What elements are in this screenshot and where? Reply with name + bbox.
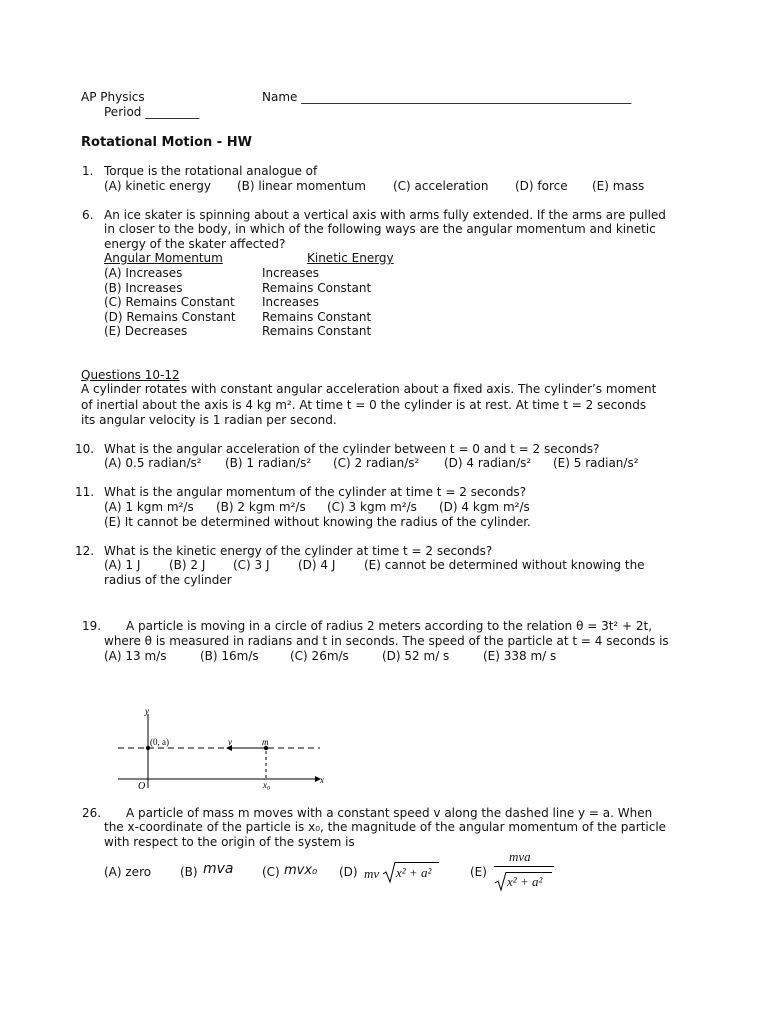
q12-number: 12.	[75, 544, 95, 558]
q6-row-e-am: (E) Decreases	[104, 324, 188, 338]
q1-choice-c: (C) acceleration	[393, 179, 489, 193]
origin-label: O	[138, 781, 146, 792]
q19-number: 19.	[82, 619, 102, 633]
q19-choice-e: (E) 338 m/ s	[483, 649, 557, 663]
q26-number: 26.	[82, 806, 102, 820]
q6-row-b-am: (B) Increases	[104, 281, 183, 295]
q26-stem-line1: A particle of mass m moves with a constant speed v along the dashed line y = a. When	[126, 806, 653, 820]
q11-choice-b: (B) 2 kgm m²/s	[216, 500, 306, 514]
q1-number: 1.	[82, 164, 94, 178]
q12-choice-b: (B) 2 J	[169, 558, 206, 572]
x-axis-label: x	[320, 775, 324, 785]
q1-choice-d: (D) force	[515, 179, 568, 193]
name-field: Name _______________________________________________________	[262, 90, 632, 104]
q6-stem-line2: in closer to the body, in which of the following ways are the angular momentum and kinetic	[104, 222, 656, 236]
q6-row-e-ke: Remains Constant	[262, 324, 372, 338]
group-line1: A cylinder rotates with constant angular acceleration about a fixed axis. The cylinder’s moment	[81, 382, 657, 396]
q19-choice-b: (B) 16m/s	[200, 649, 259, 663]
q10-choice-a: (A) 0.5 radian/s²	[104, 456, 202, 470]
worksheet-title: Rotational Motion - HW	[81, 135, 252, 150]
q26-choice-c-letter: (C)	[262, 865, 280, 879]
q6-row-c-ke: Increases	[262, 295, 320, 309]
q11-number: 11.	[75, 485, 95, 499]
q6-row-a-am: (A) Increases	[104, 266, 183, 280]
mass-label: m	[262, 737, 269, 747]
q26-stem-line2: the x-coordinate of the particle is x₀, the magnitude of the angular momentum of the particle	[104, 820, 667, 834]
q6-stem-line3: energy of the skater affected?	[104, 237, 286, 251]
q6-row-a-ke: Increases	[262, 266, 320, 280]
q6-row-d-am: (D) Remains Constant	[104, 310, 236, 324]
q19-stem-line1: A particle is moving in a circle of radius 2 meters according to the relation θ = 3t² + 2t,	[126, 619, 653, 633]
q19-stem-line2: where θ is measured in radians and t in seconds. The speed of the particle at t = 4 seconds is	[104, 634, 669, 648]
q26-choice-d-radicand: x² + a²	[396, 865, 432, 880]
q26-choice-a: (A) zero	[104, 865, 152, 879]
q26-choice-d-letter: (D)	[339, 865, 358, 879]
q10-choice-c: (C) 2 radian/s²	[333, 456, 420, 470]
q26-choice-e-denominator: x² + a²	[507, 874, 543, 889]
q26-choice-b-expr: mva	[203, 861, 234, 877]
q19-choice-a: (A) 13 m/s	[104, 649, 167, 663]
radical-sign-icon	[382, 860, 396, 884]
velocity-label: v	[228, 737, 232, 747]
q19-choice-d: (D) 52 m/ s	[382, 649, 450, 663]
q26-stem-line3: with respect to the origin of the system is	[104, 835, 355, 849]
q10-number: 10.	[75, 442, 95, 456]
q1-choice-b: (B) linear momentum	[237, 179, 366, 193]
q10-stem: What is the angular acceleration of the cylinder between t = 0 and t = 2 seconds?	[104, 442, 600, 456]
q6-stem-line1: An ice skater is spinning about a vertical axis with arms fully extended. If the arms are pulled	[104, 208, 666, 222]
point-0-a-label: (0, a)	[150, 737, 169, 747]
q26-choice-d-prefix: mv	[364, 866, 380, 881]
q12-stem: What is the kinetic energy of the cylinder at time t = 2 seconds?	[104, 544, 493, 558]
q26-choice-e-letter: (E)	[470, 865, 487, 879]
radical-bar	[395, 862, 439, 863]
q6-row-c-am: (C) Remains Constant	[104, 295, 235, 309]
q1-choice-a: (A) kinetic energy	[104, 179, 211, 193]
q6-number: 6.	[82, 208, 94, 222]
q26-choice-b-letter: (B)	[180, 865, 198, 879]
q11-choice-e: (E) It cannot be determined without knowing the radius of the cylinder.	[104, 515, 531, 529]
course-label: AP Physics	[81, 90, 145, 104]
q11-choice-c: (C) 3 kgm m²/s	[327, 500, 417, 514]
q11-stem: What is the angular momentum of the cylinder at time t = 2 seconds?	[104, 485, 527, 499]
q26-choice-e-numerator: mva	[509, 849, 531, 864]
fraction-bar	[494, 866, 554, 867]
angular-momentum-diagram	[110, 700, 340, 800]
q6-row-b-ke: Remains Constant	[262, 281, 372, 295]
q12-choice-a: (A) 1 J	[104, 558, 141, 572]
q26-choice-c-expr: mvx₀	[284, 863, 318, 878]
q12-choice-e: (E) cannot be determined without knowing the	[364, 558, 645, 572]
q12-choice-d: (D) 4 J	[298, 558, 336, 572]
q6-col-kinetic-energy: Kinetic Energy	[307, 251, 394, 265]
q10-choice-b: (B) 1 radian/s²	[225, 456, 312, 470]
q19-choice-c: (C) 26m/s	[290, 649, 349, 663]
q1-stem: Torque is the rotational analogue of	[104, 164, 318, 178]
x0-label: $x_0$	[263, 780, 270, 792]
q6-row-d-ke: Remains Constant	[262, 310, 372, 324]
group-heading: Questions 10-12	[81, 368, 180, 382]
q1-choice-e: (E) mass	[592, 179, 645, 193]
group-line3: its angular velocity is 1 radian per second.	[81, 413, 337, 427]
radical-sign-icon	[494, 870, 507, 892]
radical-bar	[506, 872, 552, 873]
y-axis-label: y	[145, 706, 149, 716]
q12-choice-e-cont: radius of the cylinder	[104, 573, 232, 587]
q10-choice-d: (D) 4 radian/s²	[444, 456, 532, 470]
q10-choice-e: (E) 5 radian/s²	[553, 456, 639, 470]
q12-choice-c: (C) 3 J	[233, 558, 270, 572]
group-line2: of inertial about the axis is 4 kg m². At time t = 0 the cylinder is at rest. At time t = 2 seconds	[81, 398, 647, 412]
q6-col-angular-momentum: Angular Momentum	[104, 251, 223, 265]
q11-choice-a: (A) 1 kgm m²/s	[104, 500, 194, 514]
q11-choice-d: (D) 4 kgm m²/s	[439, 500, 530, 514]
period-field: Period _________	[104, 105, 200, 119]
